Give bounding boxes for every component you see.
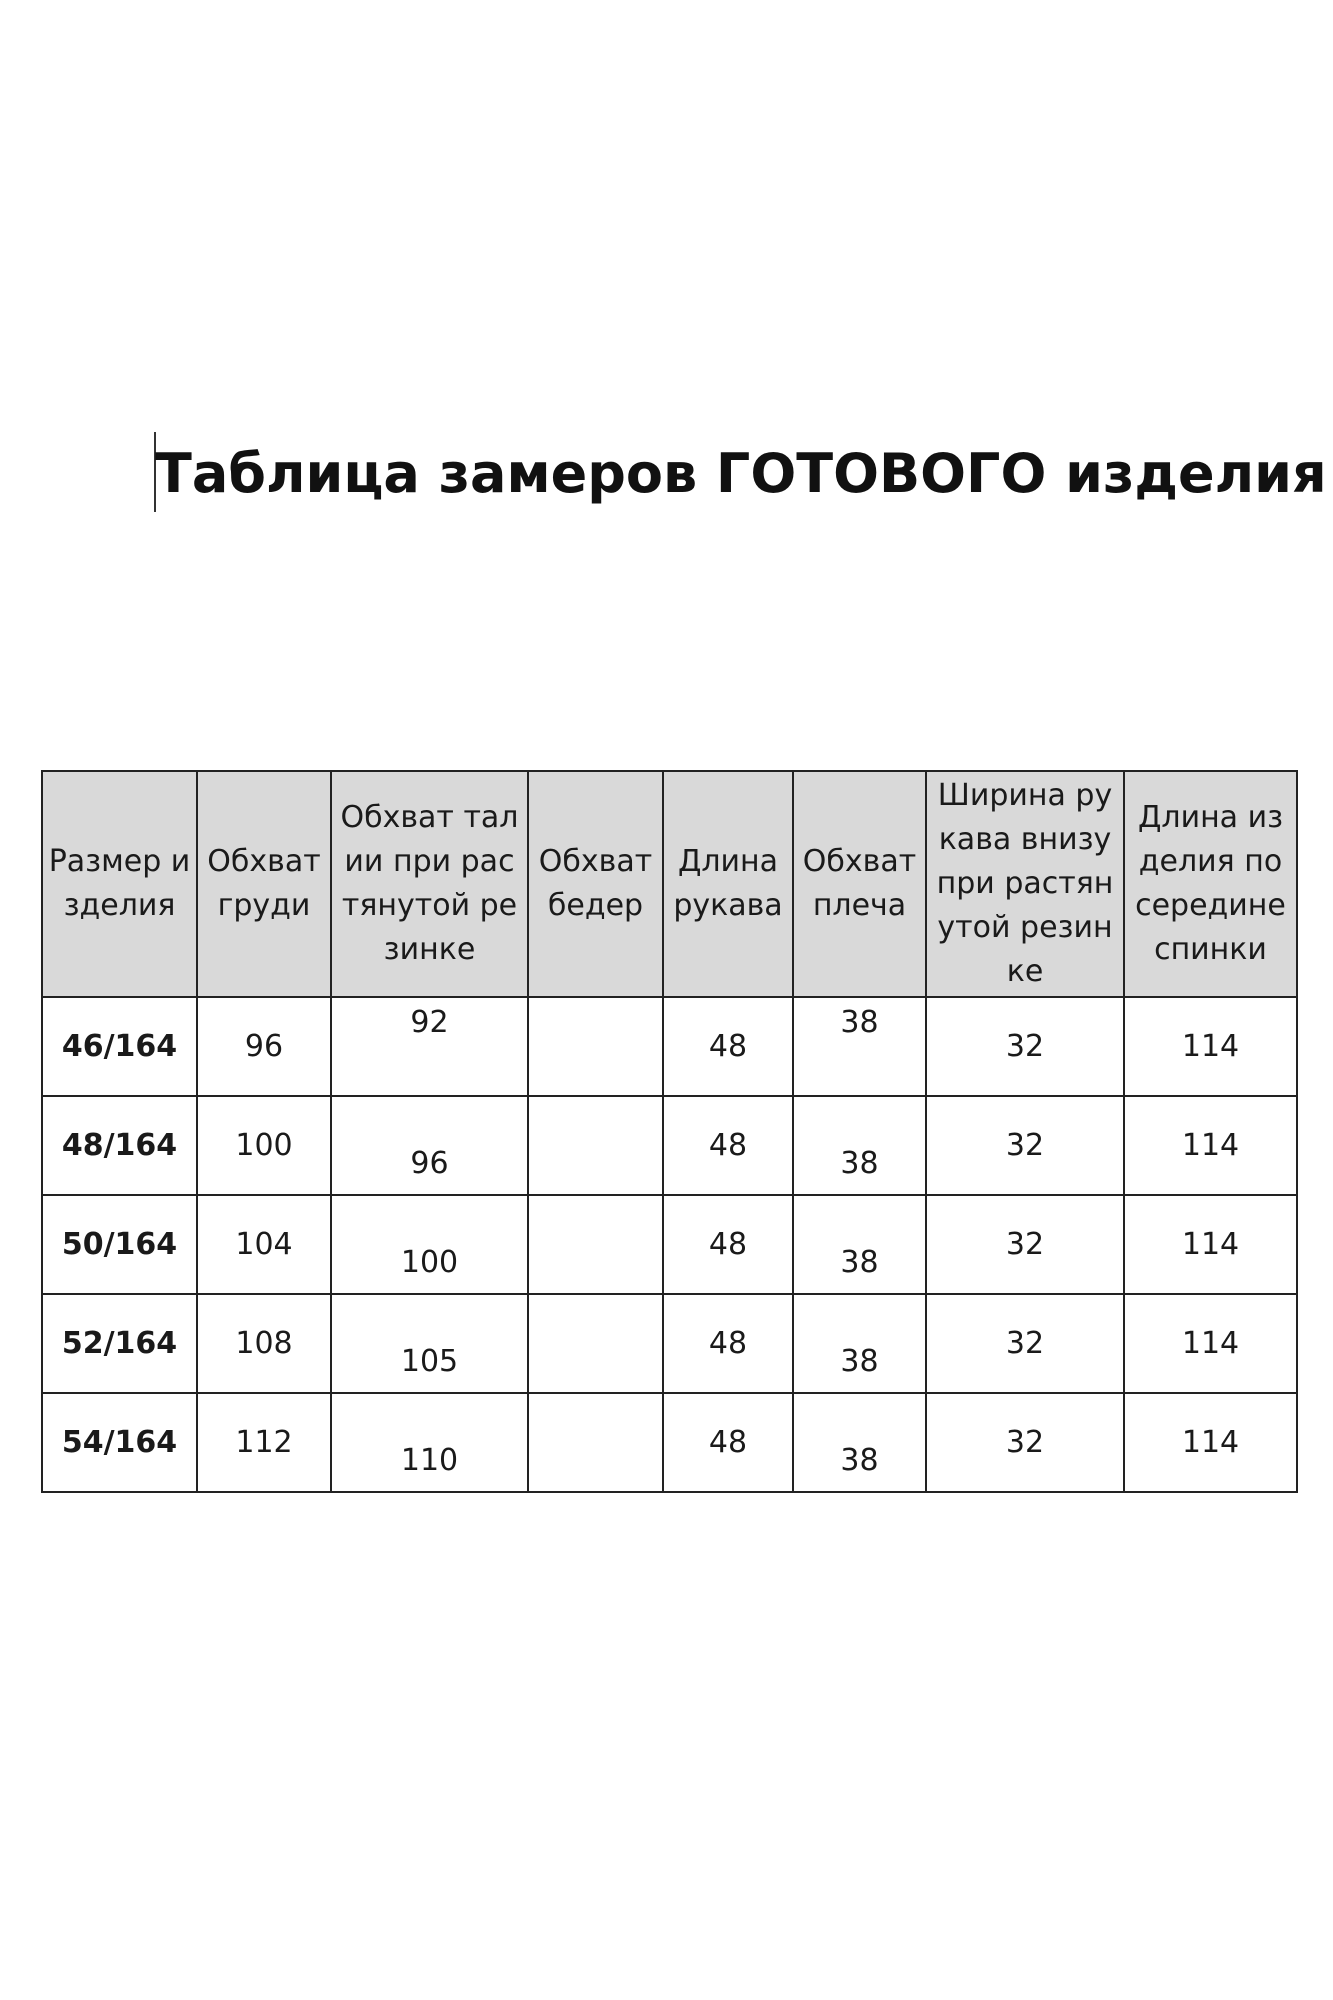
cell-size: 52/164 [42, 1294, 197, 1393]
cell-sleeve-length: 48 [663, 1096, 793, 1195]
header-sleeve-length: Длина рукава [663, 771, 793, 997]
cell-shoulder: 38 [793, 1393, 926, 1492]
table-row [42, 997, 1297, 1096]
cell-sleeve-width: 32 [926, 1195, 1124, 1294]
cell-hips [528, 1195, 663, 1294]
cell-sleeve-length: 48 [663, 997, 793, 1096]
page-title: Таблица замеров ГОТОВОГО изделия [155, 442, 1327, 505]
cell-waist: 105 [331, 1294, 528, 1393]
cell-garment-length: 114 [1124, 1096, 1297, 1195]
cell-sleeve-width: 32 [926, 1294, 1124, 1393]
cell-hips [528, 997, 663, 1096]
header-waist: Обхват талии при растянутой резинке [331, 771, 528, 997]
cell-garment-length: 114 [1124, 1393, 1297, 1492]
cell-sleeve-length: 48 [663, 1294, 793, 1393]
table-row [42, 1096, 1297, 1195]
header-row [42, 771, 1297, 997]
cell-shoulder: 38 [793, 997, 926, 1096]
cell-sleeve-width: 32 [926, 997, 1124, 1096]
cell-sleeve-length: 48 [663, 1393, 793, 1492]
cell-chest: 112 [197, 1393, 331, 1492]
header-hips: Обхват бедер [528, 771, 663, 997]
cell-chest: 104 [197, 1195, 331, 1294]
cell-waist: 92 [331, 997, 528, 1096]
header-shoulder: Обхват плеча [793, 771, 926, 997]
cell-waist: 110 [331, 1393, 528, 1492]
cell-garment-length: 114 [1124, 997, 1297, 1096]
cell-shoulder: 38 [793, 1195, 926, 1294]
cell-shoulder: 38 [793, 1096, 926, 1195]
cell-size: 46/164 [42, 997, 197, 1096]
cell-hips [528, 1096, 663, 1195]
table-row [42, 1195, 1297, 1294]
header-sleeve-width: Ширина рукава внизу при растянутой резинке [926, 771, 1124, 997]
cell-size: 48/164 [42, 1096, 197, 1195]
cell-chest: 96 [197, 997, 331, 1096]
cell-waist: 96 [331, 1096, 528, 1195]
cell-chest: 108 [197, 1294, 331, 1393]
table-row [42, 1393, 1297, 1492]
cell-chest: 100 [197, 1096, 331, 1195]
size-table [41, 770, 1298, 1493]
table-row [42, 1294, 1297, 1393]
header-garment-length: Длина изделия по середине спинки [1124, 771, 1297, 997]
cell-sleeve-width: 32 [926, 1393, 1124, 1492]
cell-shoulder: 38 [793, 1294, 926, 1393]
cell-hips [528, 1294, 663, 1393]
cell-garment-length: 114 [1124, 1195, 1297, 1294]
cell-size: 50/164 [42, 1195, 197, 1294]
cell-sleeve-length: 48 [663, 1195, 793, 1294]
header-chest: Обхват груди [197, 771, 331, 997]
cell-hips [528, 1393, 663, 1492]
cell-garment-length: 114 [1124, 1294, 1297, 1393]
cell-size: 54/164 [42, 1393, 197, 1492]
header-size: Размер изделия [42, 771, 197, 997]
cell-sleeve-width: 32 [926, 1096, 1124, 1195]
cell-waist: 100 [331, 1195, 528, 1294]
